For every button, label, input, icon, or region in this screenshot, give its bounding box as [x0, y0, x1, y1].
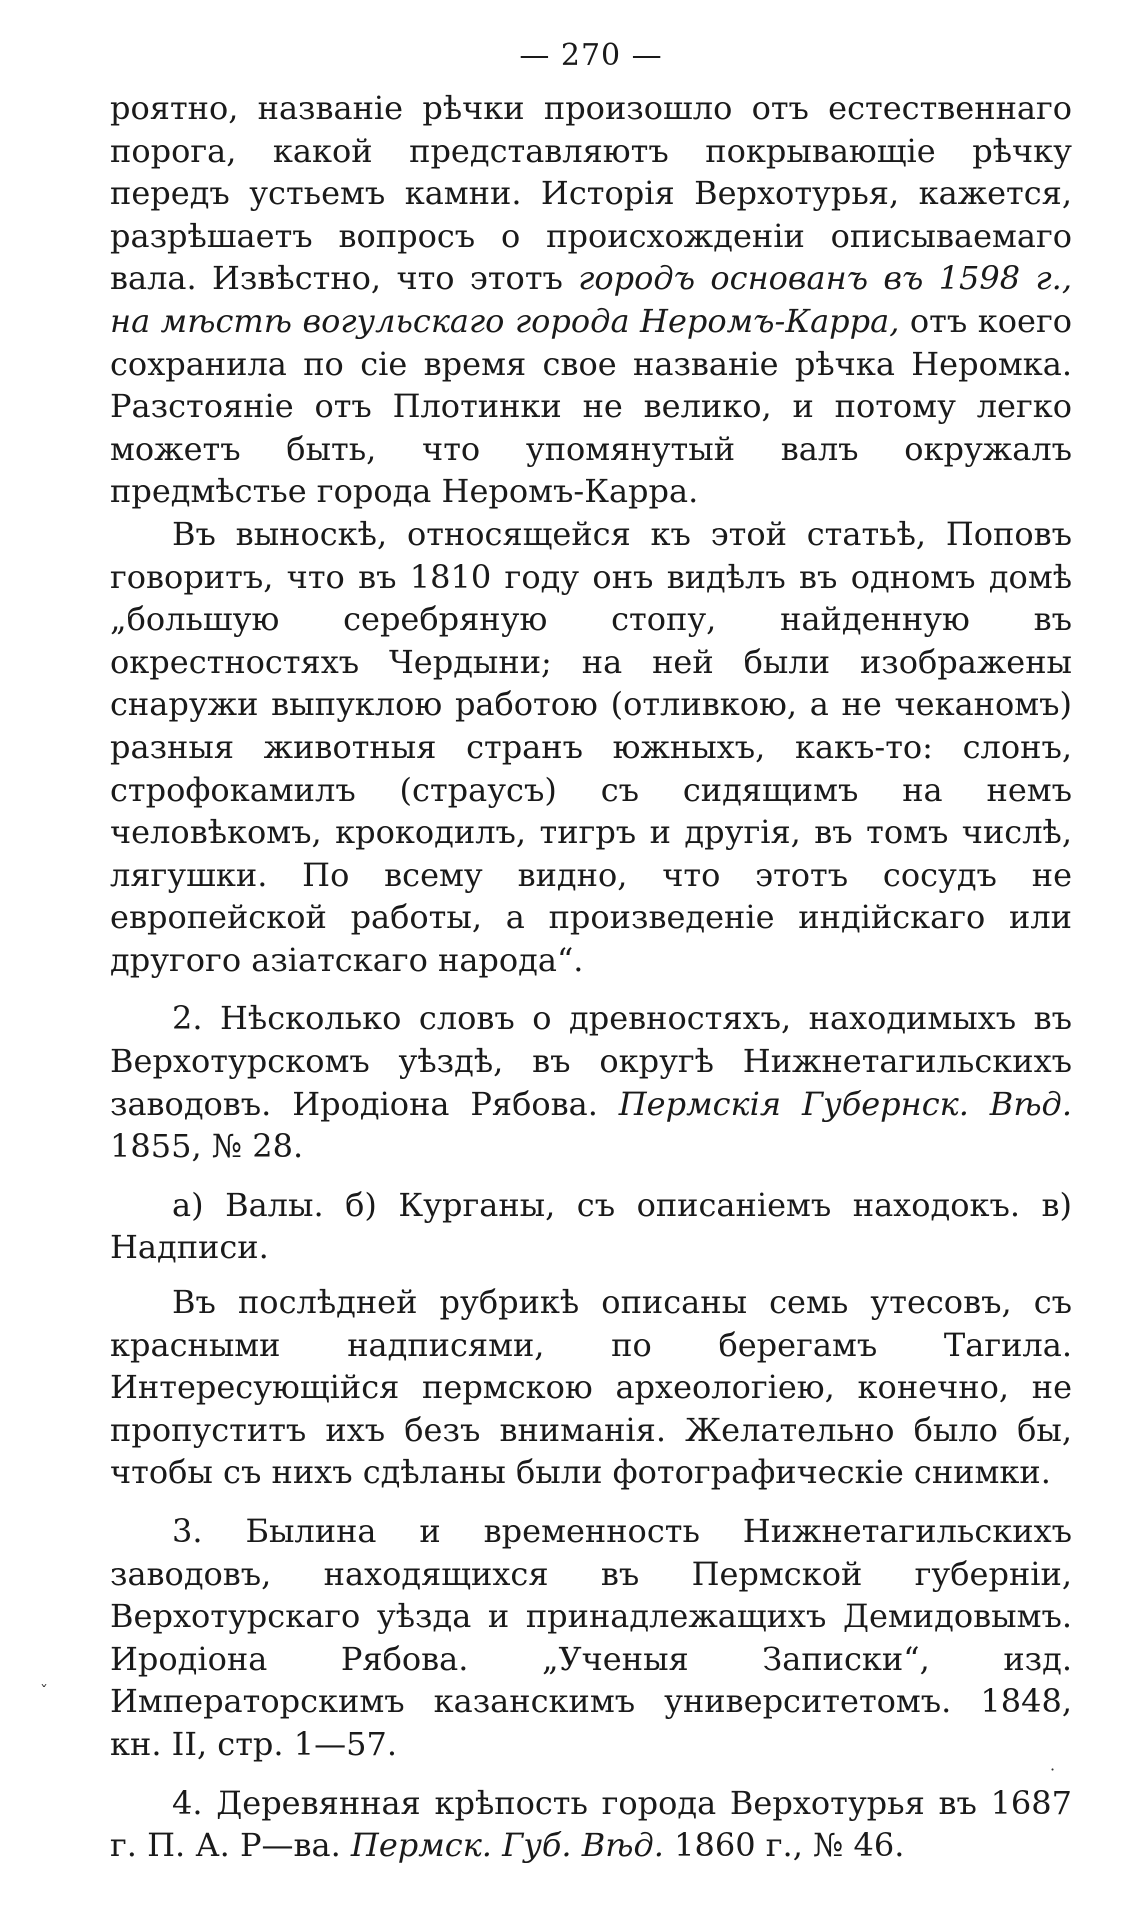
italic-source: Пермск. Губ. Вѣд.	[350, 1826, 664, 1865]
entry-text: 4. Деревянная крѣпость города Верхотурья въ 1687 г. П. А. Р—ва.	[110, 1783, 1072, 1865]
bibliography-entry-4	[110, 1782, 1072, 1867]
book-page	[110, 38, 1072, 1867]
paragraph-text: отъ коего сохранила по сіе время свое названіе рѣчка Неромка. Разстояніе отъ Плотинки не велико, и потому легко можетъ быть, что упомянутый валъ окружалъ предмѣстье города Неромъ-Карра.	[110, 301, 1073, 511]
entry-text: 2. Нѣсколько словъ о древностяхъ, находимыхъ въ Верхотурскомъ уѣздѣ, въ округѣ Нижнетагильскихъ заводовъ. Иродіона Рябова.	[110, 999, 1072, 1123]
paragraph-text: роятно, названіе рѣчки произошло отъ естественнаго порога, какой представляютъ покрывающіе рѣчку передъ устьемъ камни. Исторія Верхотурья, кажется, разрѣшаетъ вопросъ о происхожденіи описываемаго вала. Извѣстно, что этотъ	[110, 89, 1072, 298]
paragraph-nerom-karra	[110, 87, 1072, 513]
scan-speck: ˇ	[40, 1682, 48, 1701]
italic-citation: городъ основанъ въ 1598 г., на мѣстѣ вогульскаго города Неромъ-Карра,	[110, 259, 1072, 340]
bibliography-entry-3: 3. Былина и временность Нижнетагильскихъ заводовъ, находящихся въ Пермской губерніи, Верхотурскаго уѣзда и принадлежащихъ Демидовымъ. Иродіона Рябова. „Ученыя Записки“, изд. Императорскимъ казанскимъ университетомъ. 1848, кн. II, стр. 1—57.	[110, 1512, 1072, 1763]
entry-2-contents: а) Валы. б) Курганы, съ описаніемъ находокъ. в) Надписи.	[110, 1185, 1072, 1267]
page-number: — 270 —	[519, 38, 663, 73]
paragraph-popov-footnote: Въ выноскѣ, относящейся къ этой статьѣ, Поповъ говоритъ, что въ 1810 году онъ видѣлъ въ одномъ домѣ „большую серебряную стопу, найденную въ окрестностяхъ Чердыни; на ней были изображены снаружи выпуклою работою (отливкою, а не чеканомъ) разныя животныя странъ южныхъ, какъ-то: слонъ, строфокамилъ (страусъ) съ сидящимъ на немъ человѣкомъ, крокодилъ, тигръ и другія, въ томъ числѣ, лягушки. По всему видно, что этотъ сосудъ не европейской работы, а произведеніе индійскаго или другого азіатскаго народа“.	[110, 514, 1072, 979]
scan-speck: ·	[1050, 1760, 1056, 1779]
bibliography-entry-2	[110, 997, 1072, 1167]
entry-text: 1855, № 28.	[110, 1127, 304, 1166]
paragraph-inscriptions: Въ послѣдней рубрикѣ описаны семь утесовъ, съ красными надписями, по берегамъ Тагила. Интересующійся пермскою археологіею, конечно, не пропуститъ ихъ безъ вниманія. Желательно было бы, чтобы съ нихъ сдѣланы были фотографическіе снимки.	[110, 1283, 1072, 1492]
entry-text: 1860 г., № 46.	[663, 1826, 905, 1865]
italic-source: Пермскія Губернск. Вѣд.	[618, 1084, 1073, 1123]
